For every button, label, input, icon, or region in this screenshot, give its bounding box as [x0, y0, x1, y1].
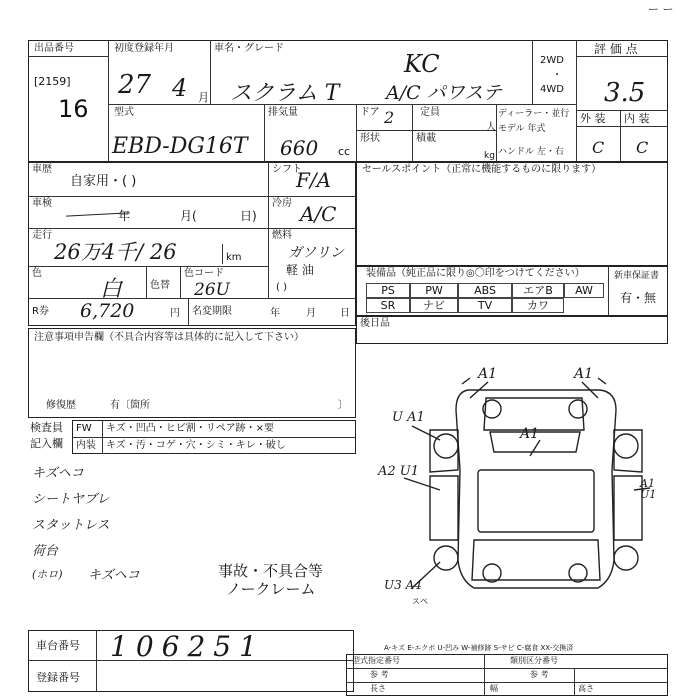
fuel-options2: 軽 油	[286, 263, 314, 277]
first-reg-month: 4	[172, 74, 188, 102]
aircon-value: A/C	[300, 202, 337, 226]
equip-airbag: エアB	[512, 283, 564, 298]
recycle-value: 6,720	[80, 300, 135, 322]
equip-navi: ナビ	[410, 298, 458, 313]
doors-label: ドア	[360, 107, 380, 118]
shape-label: 形状	[360, 133, 380, 144]
mileage-unit: km	[226, 252, 242, 263]
first-reg-month-unit: 月	[198, 91, 209, 104]
load-label: 積載	[416, 133, 436, 144]
chassis-value: 106251	[110, 630, 265, 663]
aftermarket-label: 後日品	[360, 318, 390, 329]
interior-label: 内 装	[624, 112, 650, 125]
capacity-unit: 人	[486, 122, 496, 133]
damage-mark-front-right: A1	[574, 366, 594, 382]
drive-4wd: 4WD	[540, 84, 564, 95]
color-code-value: 26U	[194, 280, 230, 300]
capacity-label: 定員	[420, 107, 440, 118]
equip-tv: TV	[458, 298, 512, 313]
nc-day: 日	[340, 308, 350, 319]
type-label: 型式	[114, 107, 134, 118]
height-label: 高さ	[578, 684, 594, 693]
displacement-unit: cc	[338, 145, 351, 158]
shift-label: シフト	[272, 164, 302, 175]
lot-number: 16	[58, 95, 89, 123]
note-scratch2: キズヘコ	[88, 568, 140, 583]
damage-mark-left-front: U A1	[392, 410, 425, 425]
drive-2wd: 2WD	[540, 55, 564, 66]
equip-leather: カワ	[512, 298, 564, 313]
displacement-label: 排気量	[268, 107, 298, 118]
first-reg-label: 初度登録年月	[114, 43, 174, 54]
equip-abs: ABS	[458, 283, 512, 298]
chassis-label: 車台番号	[36, 639, 80, 652]
color-no-label: 色替	[150, 280, 170, 291]
doors-value: 2	[384, 108, 395, 127]
nc-year: 年	[270, 308, 280, 319]
drive-sep: ・	[552, 70, 562, 81]
aircon-label: 冷房	[272, 198, 292, 209]
shift-value: F/A	[296, 168, 332, 192]
equip-ps: PS	[366, 283, 410, 298]
grade-line1: KC	[404, 50, 440, 78]
damage-mark-spare: スペ	[412, 597, 428, 606]
name-change-label: 名変期限	[192, 306, 232, 317]
type-value: EBD-DG16T	[112, 134, 248, 159]
repair-close: 〕	[338, 400, 348, 411]
model-name: スクラム T	[230, 81, 340, 106]
recycle-label: R券	[32, 306, 49, 317]
sales-points-label: セールスポイント（正常に機能するものに限ります）	[362, 164, 602, 175]
length-label: 長さ	[370, 684, 386, 693]
inspector-row2-items: キズ・汚・コゲ・穴・シミ・キレ・破し	[106, 440, 286, 451]
mileage-value: 26万4千/ 26	[54, 240, 177, 264]
repair-label: 修復歴	[46, 400, 76, 411]
inspector-row1-items: キズ・凹凸・ヒビ割・リペア跡・×要	[106, 423, 274, 434]
exterior-label: 外 装	[580, 112, 606, 125]
damage-mark-right-side: A1 U1	[640, 477, 657, 501]
type-cert-label: 型式指定番号	[352, 656, 400, 665]
color-code-label: 色コード	[184, 268, 224, 279]
inspector-label2: 記入欄	[30, 437, 63, 450]
category-label: 類別区分番号	[510, 656, 558, 665]
recycle-unit: 円	[170, 308, 180, 319]
model-label: 車名・グレード	[214, 43, 284, 54]
damage-legend: A-キズ E-エクボ U-凹み W-補修跡 S-サビ C-腐食 XX-交換済	[384, 644, 574, 652]
handle-label: ハンドル 左・右	[498, 147, 564, 157]
inspection-year-unit: 年	[118, 209, 131, 223]
score-label: 評 価 点	[594, 42, 638, 56]
interior-grade: C	[636, 138, 649, 157]
mileage-label: 走行	[32, 230, 52, 241]
note-bed: 荷台	[32, 544, 59, 559]
lot-label: 出品番号	[34, 43, 74, 54]
accident-line2: ノークレーム	[226, 580, 316, 598]
equipment-label: 装備品（純正品に限り◎〇印をつけてください）	[366, 268, 585, 279]
dealer-label: ディーラー・並行	[498, 109, 570, 119]
registration-label: 登録番号	[36, 671, 80, 684]
load-unit: kg	[484, 151, 495, 161]
corner-mark: ー ー	[648, 3, 674, 16]
damage-mark-front-left: A1	[478, 366, 498, 382]
inspector-row2-tag: 内装	[76, 440, 96, 451]
repair-value: 有〔箇所	[110, 400, 150, 411]
color-label: 色	[32, 268, 42, 279]
inspector-label1: 検査員	[30, 421, 63, 434]
first-reg-year: 27	[118, 70, 152, 100]
fuel-label: 燃料	[272, 230, 292, 241]
category-ref: 参 考	[530, 670, 549, 679]
exterior-grade: C	[592, 138, 605, 157]
accident-line1: 事故・不具合等	[218, 562, 324, 580]
note-studless: スタットレス	[32, 518, 110, 533]
width-label: 幅	[490, 684, 498, 693]
note-seat-tear: シートヤブレ	[32, 492, 110, 507]
damage-mark-left-side: A2 U1	[378, 464, 420, 479]
type-cert-ref: 参 考	[370, 670, 389, 679]
fuel-options: ガソリン	[288, 245, 344, 261]
damage-mark-roof: A1	[520, 426, 540, 442]
note-scratch: キズヘコ	[32, 466, 84, 481]
inspection-label: 車検	[32, 198, 52, 209]
usage-label: 車歴	[32, 164, 52, 175]
equip-pw: PW	[410, 283, 458, 298]
inspection-month-unit: 月(	[180, 209, 197, 223]
score-value: 3.5	[604, 78, 646, 108]
model-year-label: モデル 年式	[498, 124, 546, 134]
inspection-day-unit: 日)	[240, 209, 257, 223]
inspector-row1-tag: FW	[76, 423, 92, 434]
grade-line2: A/C パワステ	[386, 82, 502, 104]
usage-value: 自家用・( )	[70, 174, 137, 189]
damage-mark-rear: U3 A4	[384, 578, 422, 592]
notes-label: 注意事項申告欄（不具合内容等は具体的に記入して下さい）	[34, 332, 304, 343]
fuel-blank: ( )	[276, 282, 287, 293]
note-canopy: (ホロ)	[32, 568, 63, 581]
color-value: 白	[100, 277, 123, 302]
nc-month: 月	[306, 308, 316, 319]
equip-aw: AW	[564, 283, 604, 298]
equip-sr: SR	[366, 298, 410, 313]
new-car-label: 新車保証書	[614, 271, 660, 281]
new-car-value: 有・無	[620, 291, 657, 305]
lot-code: [2159]	[34, 75, 71, 88]
displacement-value: 660	[280, 136, 319, 160]
